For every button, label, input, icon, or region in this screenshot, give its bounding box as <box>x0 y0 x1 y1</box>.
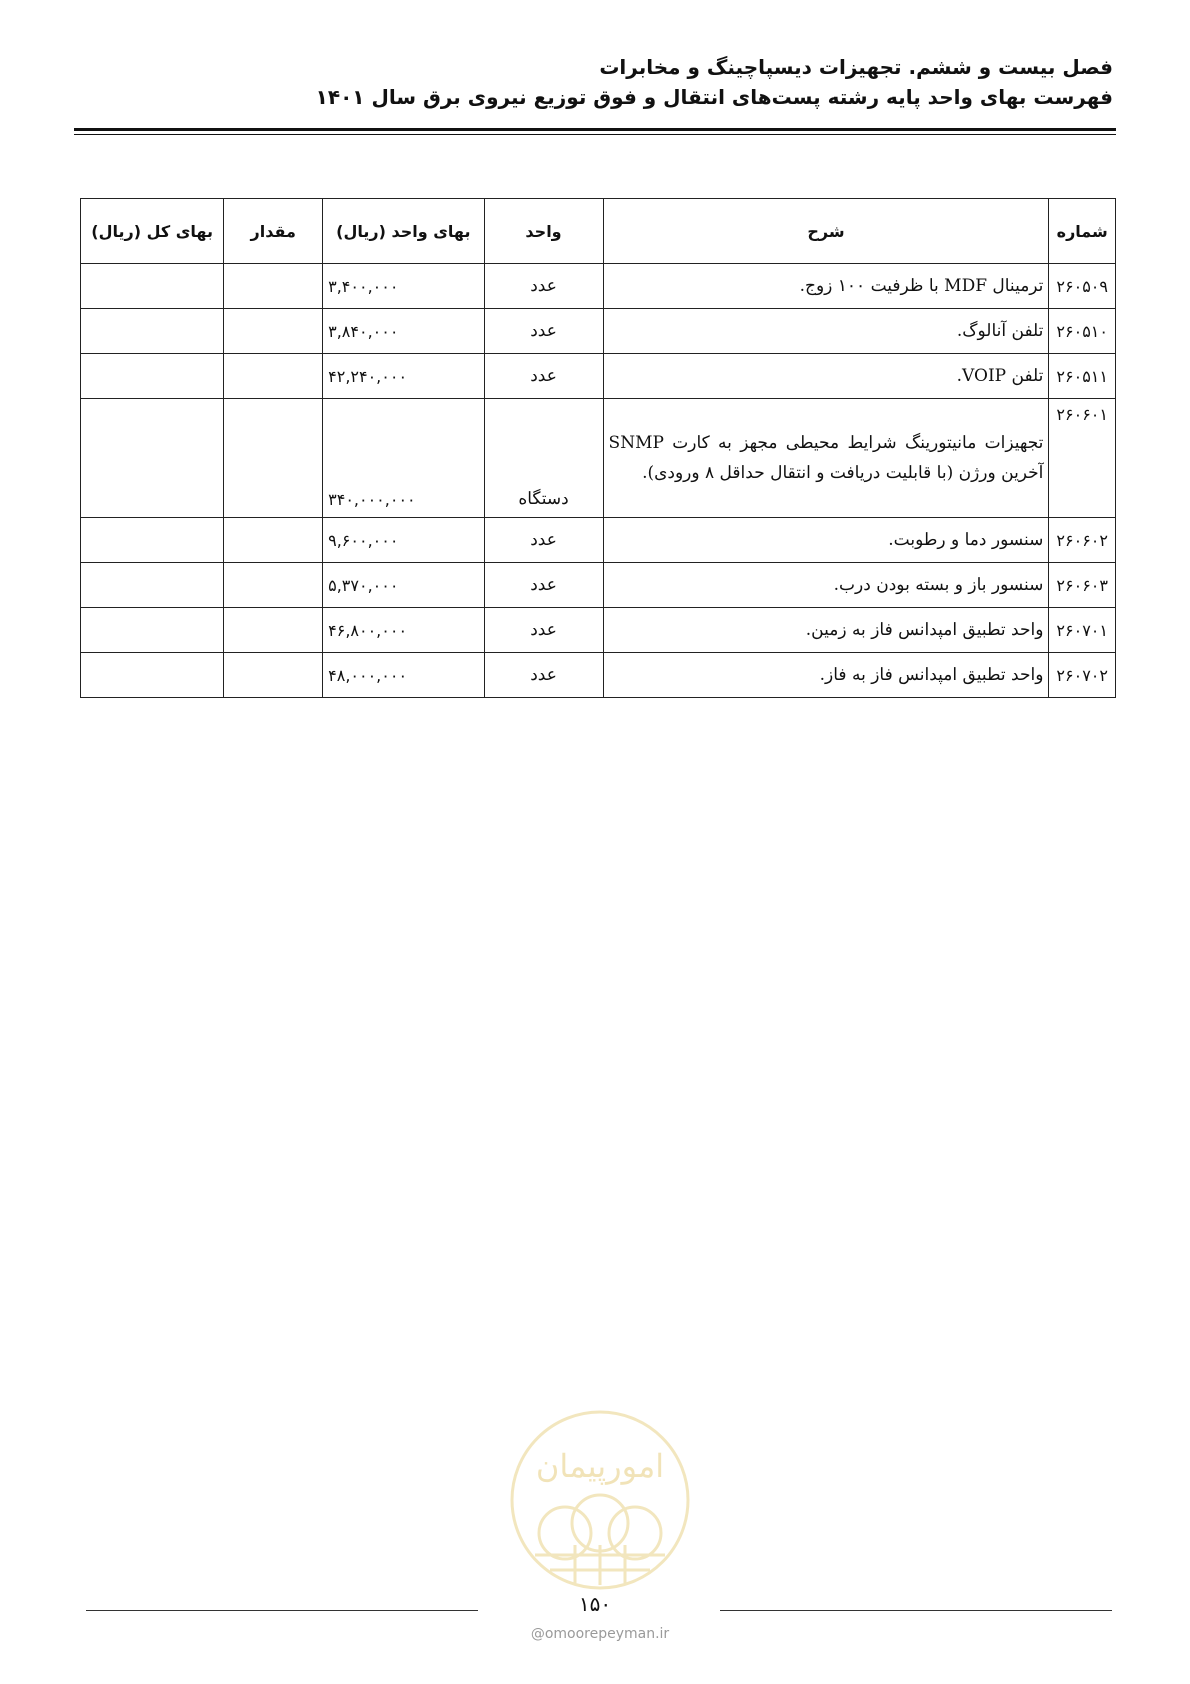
item-total <box>81 309 224 354</box>
column-header-description: شرح <box>603 199 1049 264</box>
item-unit: عدد <box>484 518 603 563</box>
item-quantity <box>224 309 323 354</box>
item-quantity <box>224 264 323 309</box>
item-quantity <box>224 354 323 399</box>
item-quantity <box>224 518 323 563</box>
item-unit: عدد <box>484 563 603 608</box>
footer-rule-right <box>720 1610 1112 1611</box>
table-row <box>81 518 1116 563</box>
item-total <box>81 653 224 698</box>
item-description: واحد تطبیق امپدانس فاز به زمین. <box>603 608 1049 653</box>
item-code: ۲۶۰۶۰۲ <box>1049 518 1116 563</box>
table-row <box>81 653 1116 698</box>
item-unit-price: ۴۲,۲۴۰,۰۰۰ <box>323 354 484 399</box>
item-total <box>81 399 224 518</box>
page-header <box>73 52 1113 112</box>
item-description: سنسور باز و بسته بودن درب. <box>603 563 1049 608</box>
item-code: ۲۶۰۵۰۹ <box>1049 264 1116 309</box>
item-unit-price: ۹,۶۰۰,۰۰۰ <box>323 518 484 563</box>
item-code: ۲۶۰۵۱۱ <box>1049 354 1116 399</box>
item-code: ۲۶۰۶۰۳ <box>1049 563 1116 608</box>
item-unit: عدد <box>484 309 603 354</box>
item-unit-price: ۴۸,۰۰۰,۰۰۰ <box>323 653 484 698</box>
item-unit: دستگاه <box>484 399 603 518</box>
item-description: تجهیزات مانیتورینگ شرایط محیطی مجهز به کارت SNMP آخرین ورژن (با قابلیت دریافت و انتقال حداقل ۸ ورودی). <box>603 399 1049 518</box>
column-header-total-price: بهای کل (ریال) <box>81 199 224 264</box>
item-code: ۲۶۰۷۰۲ <box>1049 653 1116 698</box>
item-quantity <box>224 608 323 653</box>
table-row <box>81 354 1116 399</box>
item-description: واحد تطبیق امپدانس فاز به فاز. <box>603 653 1049 698</box>
item-unit: عدد <box>484 608 603 653</box>
item-total <box>81 518 224 563</box>
item-unit: عدد <box>484 354 603 399</box>
table-row <box>81 399 1116 518</box>
item-code: ۲۶۰۵۱۰ <box>1049 309 1116 354</box>
table-row <box>81 563 1116 608</box>
item-description: ترمینال MDF با ظرفیت ۱۰۰ زوج. <box>603 264 1049 309</box>
chapter-title: فصل بیست و ششم. تجهیزات دیسپاچینگ و مخابرات <box>599 55 1113 79</box>
item-unit-price: ۵,۳۷۰,۰۰۰ <box>323 563 484 608</box>
item-description: سنسور دما و رطوبت. <box>603 518 1049 563</box>
item-unit-price: ۳۴۰,۰۰۰,۰۰۰ <box>323 399 484 518</box>
table-row <box>81 608 1116 653</box>
item-total <box>81 608 224 653</box>
item-unit: عدد <box>484 264 603 309</box>
page-number: ۱۵۰ <box>578 1592 612 1616</box>
website-watermark: @omoorepeyman.ir <box>530 1626 670 1642</box>
item-code: ۲۶۰۷۰۱ <box>1049 608 1116 653</box>
column-header-unit-price: بهای واحد (ریال) <box>323 199 484 264</box>
column-header-quantity: مقدار <box>224 199 323 264</box>
item-description: تلفن آنالوگ. <box>603 309 1049 354</box>
watermark-text: امورپیمان <box>535 1447 665 1485</box>
header-rule-thick <box>74 128 1116 131</box>
item-unit-price: ۳,۴۰۰,۰۰۰ <box>323 264 484 309</box>
price-list-table <box>80 198 1116 698</box>
table-row <box>81 309 1116 354</box>
header-rule-thin <box>74 134 1116 135</box>
watermark-seal-icon <box>505 1405 695 1595</box>
item-unit: عدد <box>484 653 603 698</box>
document-title: فهرست بهای واحد پایه رشته پست‌های انتقال و فوق توزیع نیروی برق سال ۱۴۰۱ <box>315 85 1113 109</box>
table-row <box>81 264 1116 309</box>
item-quantity <box>224 563 323 608</box>
item-quantity <box>224 399 323 518</box>
item-code: ۲۶۰۶۰۱ <box>1049 399 1116 518</box>
item-quantity <box>224 653 323 698</box>
item-total <box>81 264 224 309</box>
column-header-unit: واحد <box>484 199 603 264</box>
column-header-code: شماره <box>1049 199 1116 264</box>
table-header-row <box>81 199 1116 264</box>
item-total <box>81 354 224 399</box>
item-unit-price: ۴۶,۸۰۰,۰۰۰ <box>323 608 484 653</box>
footer-rule-left <box>86 1610 478 1611</box>
item-unit-price: ۳,۸۴۰,۰۰۰ <box>323 309 484 354</box>
item-total <box>81 563 224 608</box>
item-description: تلفن VOIP. <box>603 354 1049 399</box>
